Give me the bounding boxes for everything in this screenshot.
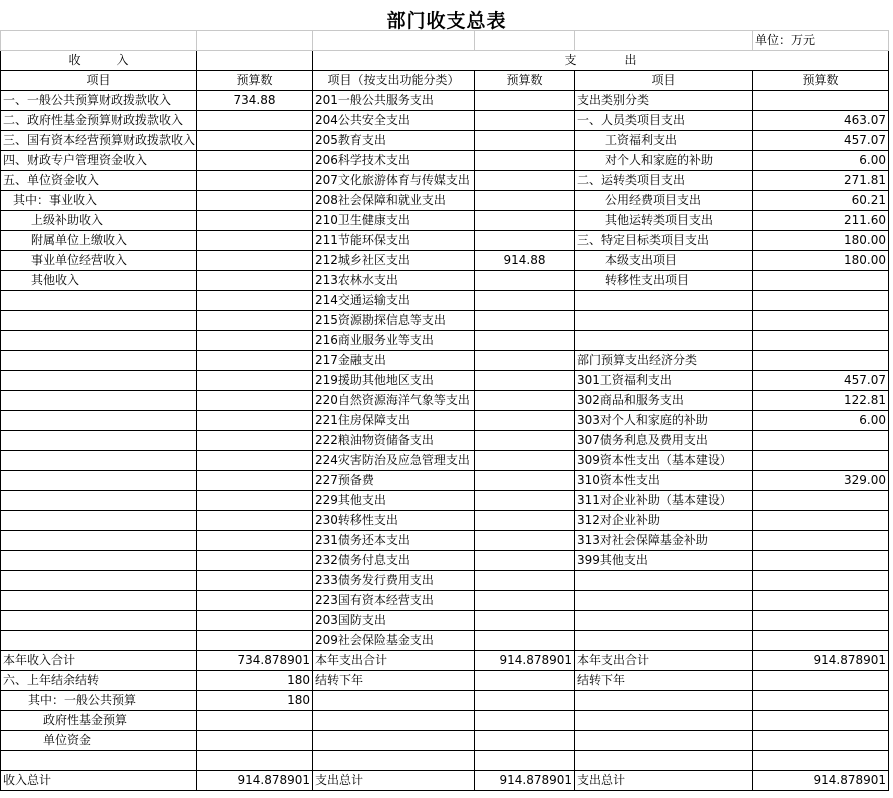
expense-category-budget-cell[interactable] [753,711,889,731]
table-row [1,91,889,111]
header-budget[interactable]: 预算数 [197,71,313,91]
cell[interactable] [197,31,313,51]
income-budget-cell[interactable] [197,211,313,231]
income-item-cell[interactable] [1,391,197,411]
table-row [1,331,889,351]
expense-category-budget-cell[interactable] [753,691,889,711]
expense-func-budget-cell[interactable] [475,571,575,591]
table-row [1,471,889,491]
expense-func-budget-cell[interactable] [475,111,575,131]
expense-func-item-cell[interactable]: 207文化旅游体育与传媒支出 [313,171,475,191]
table-row [1,171,889,191]
expense-category-budget-cell[interactable]: 180.00 [753,251,889,271]
expense-category-budget-cell[interactable] [753,571,889,591]
expense-func-budget-cell[interactable] [475,611,575,631]
expense-category-item-cell[interactable] [575,711,753,731]
expense-category-item-cell[interactable]: 312对企业补助 [575,511,753,531]
expense-category-item-cell[interactable]: 本年支出合计 [575,651,753,671]
expense-category-budget-cell[interactable]: 329.00 [753,471,889,491]
expense-category-item-cell[interactable]: 公用经费项目支出 [575,191,753,211]
header-func-item[interactable]: 项目（按支出功能分类） [313,71,475,91]
expense-func-item-cell[interactable]: 220自然资源海洋气象等支出 [313,391,475,411]
expense-func-item-cell[interactable]: 206科学技术支出 [313,151,475,171]
expense-category-item-cell[interactable]: 支出总计 [575,771,753,791]
table-row [1,191,889,211]
expense-category-item-cell[interactable]: 结转下年 [575,671,753,691]
expense-category-item-cell[interactable] [575,591,753,611]
expense-func-item-cell[interactable]: 230转移性支出 [313,511,475,531]
expense-category-item-cell[interactable]: 部门预算支出经济分类 [575,351,753,371]
expense-category-budget-cell[interactable] [753,531,889,551]
table-row [1,631,889,651]
expense-category-item-cell[interactable]: 309资本性支出（基本建设） [575,451,753,471]
expense-func-item-cell[interactable]: 支出总计 [313,771,475,791]
expense-category-budget-cell[interactable] [753,271,889,291]
expense-category-budget-cell[interactable]: 914.878901 [753,771,889,791]
expense-category-budget-cell[interactable] [753,491,889,511]
income-item-cell[interactable]: 本年收入合计 [1,651,197,671]
income-item-cell[interactable] [1,571,197,591]
expense-category-budget-cell[interactable]: 6.00 [753,411,889,431]
expense-func-item-cell[interactable]: 229其他支出 [313,491,475,511]
income-item-cell[interactable] [1,591,197,611]
expense-category-budget-cell[interactable]: 122.81 [753,391,889,411]
expense-category-budget-cell[interactable] [753,671,889,691]
income-budget-cell[interactable]: 734.878901 [197,651,313,671]
expense-func-item-cell[interactable]: 203国防支出 [313,611,475,631]
expense-category-item-cell[interactable]: 一、人员类项目支出 [575,111,753,131]
column-header-row [1,71,889,91]
expense-func-item-cell[interactable]: 本年支出合计 [313,651,475,671]
expense-category-item-cell[interactable] [575,751,753,771]
expense-func-item-cell[interactable]: 233债务发行费用支出 [313,571,475,591]
table-row [1,451,889,471]
income-item-cell[interactable] [1,451,197,471]
expense-func-item-cell[interactable]: 216商业服务业等支出 [313,331,475,351]
income-item-cell[interactable]: 附属单位上缴收入 [1,231,197,251]
expense-category-item-cell[interactable]: 302商品和服务支出 [575,391,753,411]
income-budget-cell[interactable] [197,631,313,651]
income-item-cell[interactable]: 上级补助收入 [1,211,197,231]
table-row [1,411,889,431]
expense-category-budget-cell[interactable] [753,331,889,351]
table-row [1,291,889,311]
table-row [1,571,889,591]
expense-func-budget-cell[interactable] [475,311,575,331]
expense-category-item-cell[interactable]: 转移性支出项目 [575,271,753,291]
table-row [1,491,889,511]
expense-category-item-cell[interactable]: 三、特定目标类项目支出 [575,231,753,251]
expense-func-budget-cell[interactable] [475,291,575,311]
table-row [1,151,889,171]
expense-category-budget-cell[interactable] [753,451,889,471]
table-row [1,371,889,391]
expense-category-budget-cell[interactable] [753,611,889,631]
expense-func-item-cell[interactable]: 211节能环保支出 [313,231,475,251]
expense-func-item-cell[interactable]: 215资源勘探信息等支出 [313,311,475,331]
income-budget-cell[interactable] [197,591,313,611]
income-budget-cell[interactable] [197,311,313,331]
expense-func-budget-cell[interactable] [475,511,575,531]
income-budget-cell[interactable] [197,231,313,251]
expense-func-budget-cell[interactable]: 914.878901 [475,651,575,671]
income-budget-cell[interactable] [197,551,313,571]
expense-category-budget-cell[interactable]: 180.00 [753,231,889,251]
income-budget-cell[interactable]: 914.878901 [197,771,313,791]
expense-func-item-cell[interactable]: 231债务还本支出 [313,531,475,551]
budget-table [0,30,889,791]
income-budget-cell[interactable] [197,451,313,471]
expense-category-item-cell[interactable] [575,731,753,751]
income-item-cell[interactable]: 六、上年结余结转 [1,671,197,691]
expense-func-budget-cell[interactable] [475,691,575,711]
expense-func-budget-cell[interactable] [475,271,575,291]
table-row [1,231,889,251]
expense-func-budget-cell[interactable] [475,491,575,511]
income-item-cell[interactable]: 单位资金 [1,731,197,751]
income-section-header[interactable]: 收 入 [1,51,197,71]
expense-category-item-cell[interactable]: 二、运转类项目支出 [575,171,753,191]
expense-category-item-cell[interactable]: 其他运转类项目支出 [575,211,753,231]
expense-category-item-cell[interactable]: 支出类别分类 [575,91,753,111]
expense-func-budget-cell[interactable] [475,91,575,111]
income-item-cell[interactable] [1,631,197,651]
expense-category-budget-cell[interactable] [753,511,889,531]
expense-func-item-cell[interactable]: 204公共安全支出 [313,111,475,131]
table-row [1,691,889,711]
income-item-cell[interactable] [1,471,197,491]
expense-category-item-cell[interactable]: 399其他支出 [575,551,753,571]
income-budget-cell[interactable] [197,191,313,211]
expense-func-item-cell[interactable]: 232债务付息支出 [313,551,475,571]
cell[interactable] [475,31,575,51]
income-item-cell[interactable]: 事业单位经营收入 [1,251,197,271]
expense-func-item-cell[interactable] [313,711,475,731]
expense-category-item-cell[interactable] [575,611,753,631]
expense-func-budget-cell[interactable] [475,411,575,431]
expense-func-item-cell[interactable]: 221住房保障支出 [313,411,475,431]
expense-func-item-cell[interactable]: 212城乡社区支出 [313,251,475,271]
income-item-cell[interactable]: 其他收入 [1,271,197,291]
expense-func-item-cell[interactable] [313,751,475,771]
income-budget-cell[interactable] [197,731,313,751]
expense-category-budget-cell[interactable] [753,751,889,771]
expense-category-item-cell[interactable] [575,331,753,351]
header-item-3[interactable]: 项目 [575,71,753,91]
expense-func-item-cell[interactable]: 227预备费 [313,471,475,491]
expense-category-budget-cell[interactable] [753,551,889,571]
table-row [1,611,889,631]
income-budget-cell[interactable] [197,471,313,491]
income-budget-cell[interactable] [197,711,313,731]
expense-func-budget-cell[interactable] [475,431,575,451]
table-row [1,711,889,731]
expense-func-budget-cell[interactable] [475,671,575,691]
income-item-cell[interactable] [1,371,197,391]
income-budget-cell[interactable] [197,251,313,271]
income-budget-cell[interactable] [197,411,313,431]
expense-func-item-cell[interactable]: 223国有资本经营支出 [313,591,475,611]
table-row [1,431,889,451]
table-row [1,311,889,331]
cell[interactable] [1,31,197,51]
expense-category-budget-cell[interactable] [753,431,889,451]
table-row [1,771,889,791]
income-budget-cell[interactable] [197,291,313,311]
expense-category-budget-cell[interactable]: 457.07 [753,131,889,151]
expense-category-budget-cell[interactable] [753,631,889,651]
table-row [1,751,889,771]
expense-category-item-cell[interactable] [575,631,753,651]
table-row [1,531,889,551]
expense-func-item-cell[interactable]: 214交通运输支出 [313,291,475,311]
income-budget-cell[interactable] [197,511,313,531]
expense-category-item-cell[interactable]: 301工资福利支出 [575,371,753,391]
expense-category-item-cell[interactable] [575,571,753,591]
table-row [1,671,889,691]
table-row [1,731,889,751]
table-row [1,111,889,131]
expense-func-item-cell[interactable]: 208社会保障和就业支出 [313,191,475,211]
expense-func-budget-cell[interactable] [475,391,575,411]
table-row [1,511,889,531]
cell[interactable] [197,51,313,71]
income-budget-cell[interactable] [197,351,313,371]
expense-func-budget-cell[interactable] [475,731,575,751]
table-row [1,271,889,291]
expense-category-item-cell[interactable] [575,691,753,711]
income-item-cell[interactable] [1,411,197,431]
header-budget-2[interactable]: 预算数 [475,71,575,91]
expense-func-budget-cell[interactable] [475,351,575,371]
income-budget-cell[interactable] [197,391,313,411]
income-item-cell[interactable] [1,291,197,311]
income-item-cell[interactable] [1,431,197,451]
income-item-cell[interactable]: 其中：一般公共预算 [1,691,197,711]
expense-func-budget-cell[interactable] [475,151,575,171]
expense-category-item-cell[interactable]: 对个人和家庭的补助 [575,151,753,171]
expense-func-budget-cell[interactable] [475,211,575,231]
table-row [1,551,889,571]
expense-category-budget-cell[interactable]: 6.00 [753,151,889,171]
expense-func-item-cell[interactable]: 224灾害防治及应急管理支出 [313,451,475,471]
expense-category-budget-cell[interactable] [753,351,889,371]
income-budget-cell[interactable] [197,491,313,511]
unit-label[interactable]: 单位：万元 [753,31,889,51]
table-row [1,651,889,671]
expense-func-item-cell[interactable]: 219援助其他地区支出 [313,371,475,391]
expense-func-budget-cell[interactable] [475,631,575,651]
income-budget-cell[interactable] [197,111,313,131]
income-item-cell[interactable] [1,491,197,511]
expense-func-item-cell[interactable]: 结转下年 [313,671,475,691]
income-item-cell[interactable] [1,351,197,371]
income-budget-cell[interactable] [197,431,313,451]
expense-func-item-cell[interactable]: 217金融支出 [313,351,475,371]
expense-func-item-cell[interactable]: 213农林水支出 [313,271,475,291]
expense-category-budget-cell[interactable]: 914.878901 [753,651,889,671]
expense-func-budget-cell[interactable] [475,231,575,251]
expense-category-item-cell[interactable]: 311对企业补助（基本建设） [575,491,753,511]
income-budget-cell[interactable]: 180 [197,691,313,711]
header-item[interactable]: 项目 [1,71,197,91]
expense-func-budget-cell[interactable] [475,551,575,571]
expense-category-item-cell[interactable]: 307债务利息及费用支出 [575,431,753,451]
table-row [1,131,889,151]
expense-category-item-cell[interactable]: 310资本性支出 [575,471,753,491]
income-budget-cell[interactable] [197,131,313,151]
income-budget-cell[interactable]: 734.88 [197,91,313,111]
table-row [1,391,889,411]
income-item-cell[interactable]: 四、财政专户管理资金收入 [1,151,197,171]
expense-category-budget-cell[interactable]: 60.21 [753,191,889,211]
table-row [1,211,889,231]
table-row [1,591,889,611]
expense-func-budget-cell[interactable] [475,131,575,151]
page-title: 部门收支总表 [386,10,507,32]
income-item-cell[interactable]: 一、一般公共预算财政拨款收入 [1,91,197,111]
table-row [1,351,889,371]
expense-func-budget-cell[interactable] [475,751,575,771]
income-item-cell[interactable] [1,331,197,351]
expense-category-budget-cell[interactable]: 271.81 [753,171,889,191]
income-item-cell[interactable] [1,531,197,551]
expense-category-item-cell[interactable]: 303对个人和家庭的补助 [575,411,753,431]
income-item-cell[interactable] [1,611,197,631]
income-budget-cell[interactable] [197,751,313,771]
expense-category-budget-cell[interactable]: 211.60 [753,211,889,231]
income-item-cell[interactable] [1,311,197,331]
expense-func-budget-cell[interactable] [475,191,575,211]
expense-category-item-cell[interactable] [575,291,753,311]
income-budget-cell[interactable] [197,611,313,631]
expense-func-budget-cell[interactable] [475,471,575,491]
expense-func-item-cell[interactable]: 205教育支出 [313,131,475,151]
expense-func-budget-cell[interactable] [475,711,575,731]
expense-func-item-cell[interactable]: 222粮油物资储备支出 [313,431,475,451]
section-header-row [1,51,889,71]
income-item-cell[interactable] [1,551,197,571]
income-budget-cell[interactable] [197,531,313,551]
income-budget-cell[interactable] [197,151,313,171]
expense-func-item-cell[interactable]: 201一般公共服务支出 [313,91,475,111]
expense-func-budget-cell[interactable] [475,451,575,471]
income-budget-cell[interactable] [197,271,313,291]
cell[interactable] [575,31,753,51]
expense-func-budget-cell[interactable] [475,371,575,391]
income-budget-cell[interactable] [197,331,313,351]
income-item-cell[interactable]: 三、国有资本经营预算财政拨款收入 [1,131,197,151]
income-budget-cell[interactable] [197,571,313,591]
income-budget-cell[interactable]: 180 [197,671,313,691]
expense-category-budget-cell[interactable] [753,291,889,311]
expense-func-item-cell[interactable]: 209社会保险基金支出 [313,631,475,651]
income-item-cell[interactable]: 五、单位资金收入 [1,171,197,191]
expense-category-item-cell[interactable]: 313对社会保障基金补助 [575,531,753,551]
income-item-cell[interactable]: 二、政府性基金预算财政拨款收入 [1,111,197,131]
income-budget-cell[interactable] [197,371,313,391]
table-row [1,251,889,271]
expense-func-budget-cell[interactable]: 914.878901 [475,771,575,791]
expense-category-budget-cell[interactable]: 463.07 [753,111,889,131]
expense-category-budget-cell[interactable] [753,311,889,331]
income-item-cell[interactable]: 政府性基金预算 [1,711,197,731]
income-item-cell[interactable]: 其中：事业收入 [1,191,197,211]
expense-category-budget-cell[interactable] [753,91,889,111]
expense-func-budget-cell[interactable] [475,591,575,611]
income-item-cell[interactable] [1,511,197,531]
expense-section-header[interactable]: 支 出 [313,51,889,71]
expense-func-item-cell[interactable] [313,731,475,751]
expense-category-budget-cell[interactable]: 457.07 [753,371,889,391]
expense-func-budget-cell[interactable] [475,331,575,351]
expense-category-item-cell[interactable]: 本级支出项目 [575,251,753,271]
unit-row [1,31,889,51]
income-item-cell[interactable]: 收入总计 [1,771,197,791]
income-item-cell[interactable] [1,751,197,771]
expense-func-budget-cell[interactable] [475,531,575,551]
header-budget-3[interactable]: 预算数 [753,71,889,91]
cell[interactable] [313,31,475,51]
expense-func-item-cell[interactable]: 210卫生健康支出 [313,211,475,231]
expense-category-item-cell[interactable]: 工资福利支出 [575,131,753,151]
expense-func-budget-cell[interactable]: 914.88 [475,251,575,271]
expense-category-budget-cell[interactable] [753,731,889,751]
income-budget-cell[interactable] [197,171,313,191]
expense-func-budget-cell[interactable] [475,171,575,191]
expense-category-item-cell[interactable] [575,311,753,331]
expense-func-item-cell[interactable] [313,691,475,711]
expense-category-budget-cell[interactable] [753,591,889,611]
